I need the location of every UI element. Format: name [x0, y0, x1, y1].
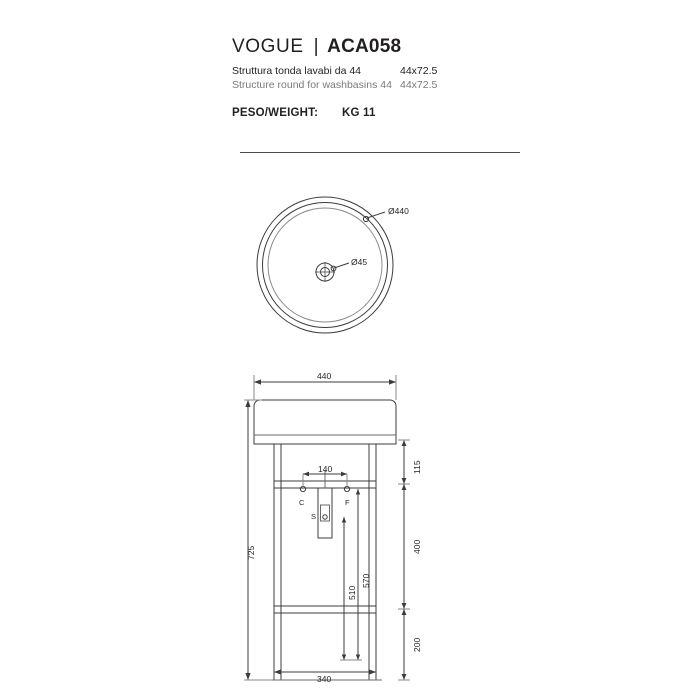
label-valve-hot: F	[345, 498, 350, 507]
label-outer-diameter: Ø440	[388, 206, 409, 216]
leader-dot-drain-diameter	[331, 266, 336, 271]
dim-340-arrow-right	[369, 669, 376, 674]
dim-440-arrow-right	[389, 379, 396, 384]
weight-value: KG 11	[342, 107, 376, 119]
valve-supply-marker	[323, 515, 327, 519]
dim-440-arrow-left	[254, 379, 261, 384]
valve-hot-marker	[344, 486, 349, 491]
dim-400-arrow-top	[402, 484, 407, 490]
dim-570-arrow-bottom	[356, 655, 360, 661]
dim-115-arrow-bottom	[402, 478, 407, 484]
leader-outer-diameter	[367, 212, 385, 218]
header-divider	[240, 152, 520, 153]
dim-140-arrow-right	[341, 472, 347, 477]
label-height-115: 115	[412, 460, 422, 474]
label-inner-width-140: 140	[318, 464, 333, 474]
label-height-570: 570	[361, 573, 371, 588]
label-height-400: 400	[412, 539, 422, 554]
label-valve-supply: S	[311, 512, 317, 521]
weight-row	[232, 107, 672, 119]
dim-510-arrow-top	[342, 517, 346, 523]
dim-725-arrow-top	[245, 400, 250, 407]
dim-725-arrow-bottom	[245, 673, 250, 680]
description-italian: Struttura tonda lavabi da 44	[232, 65, 362, 77]
description-italian-row	[232, 65, 672, 77]
product-code: ACA058	[327, 36, 402, 57]
description-english-row	[232, 79, 672, 91]
dim-200-arrow-bottom	[402, 674, 407, 680]
description-english-dimensions: 44x72.5	[400, 79, 438, 91]
dim-510-arrow-bottom	[342, 655, 346, 661]
description-english: Structure round for washbasins 44	[232, 79, 392, 91]
top-view-outer-circle	[257, 197, 393, 333]
drain-inner-circle	[321, 268, 330, 277]
plumbing-column	[318, 488, 332, 538]
dim-140-arrow-left	[303, 472, 309, 477]
label-height-510: 510	[347, 585, 357, 600]
basin-body-outline	[254, 400, 396, 444]
product-title	[232, 36, 672, 58]
dim-200-arrow-top	[402, 609, 407, 615]
dim-340-arrow-left	[274, 669, 281, 674]
description-italian-dimensions: 44x72.5	[400, 65, 438, 77]
label-width-440: 440	[317, 371, 332, 381]
label-height-200: 200	[412, 637, 422, 652]
valve-cold-marker	[300, 486, 305, 491]
label-valve-cold: C	[299, 498, 305, 507]
label-drain-diameter: Ø45	[351, 257, 368, 267]
weight-label: PESO/WEIGHT:	[232, 107, 319, 119]
brand-name: VOGUE	[232, 36, 304, 57]
dim-400-arrow-bottom	[402, 603, 407, 609]
header-block	[232, 36, 672, 119]
title-separator: |	[313, 36, 320, 57]
plumbing-trap	[321, 505, 330, 521]
dim-570-arrow-top	[356, 489, 360, 495]
leader-drain-diameter	[334, 263, 349, 268]
top-view-inner-circle	[263, 203, 388, 328]
leader-dot-outer-diameter	[363, 216, 368, 221]
dim-115-arrow-top	[402, 440, 407, 446]
drain-outer-circle	[316, 263, 334, 281]
label-total-height-725: 725	[246, 545, 256, 560]
label-bottom-width-340: 340	[317, 674, 332, 684]
